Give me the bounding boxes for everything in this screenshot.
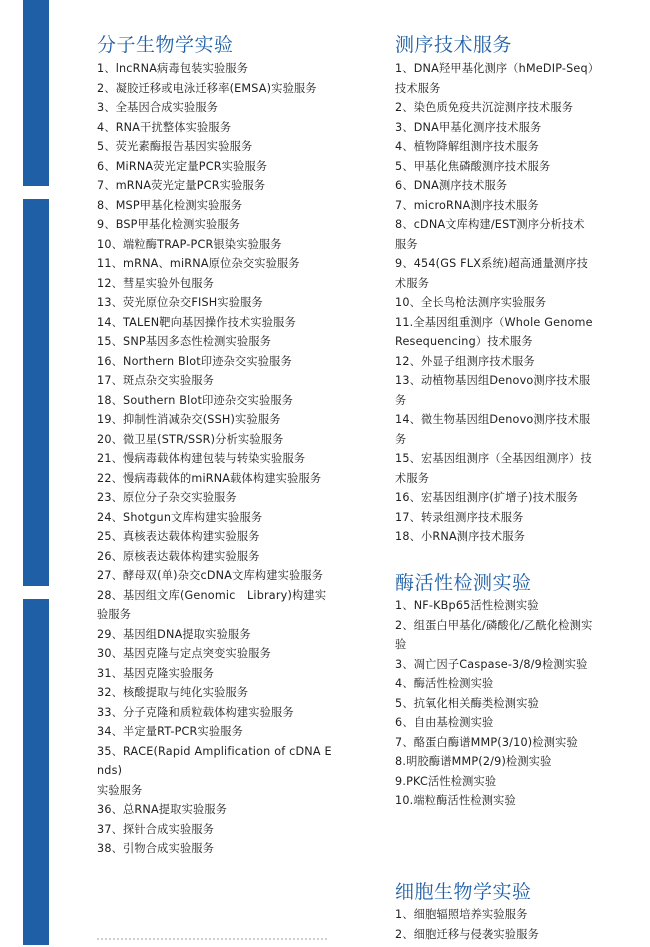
list-item[interactable]: 3、凋亡因子Caspase-3/8/9检测实验 [395, 657, 588, 671]
list-item[interactable]: 28、基因组文库(Genomic Library)构建实验服务 [97, 588, 327, 621]
list-item[interactable]: 34、半定量RT-PCR实验服务 [97, 725, 244, 738]
list-item[interactable]: 9、BSP甲基化检测实验服务 [97, 218, 241, 231]
list-item[interactable]: 2、凝胶迁移或电泳迁移率(EMSA)实验服务 [97, 81, 317, 95]
list-item[interactable]: 5、甲基化焦磷酸测序技术服务 [395, 159, 551, 173]
list-item[interactable]: 8.明胶酶谱MMP(2/9)检测实验 [395, 755, 552, 768]
list-item[interactable]: 6、自由基检测实验 [395, 716, 494, 729]
list-item[interactable]: 实验服务 [97, 783, 143, 797]
list-item[interactable]: 13、荧光原位杂交FISH实验服务 [97, 296, 263, 309]
list-item[interactable]: 22、慢病毒载体的miRNA载体构建实验服务 [97, 471, 322, 485]
list-item[interactable]: 11.全基因组重测序（Whole Genome Resequencing）技术服务 [395, 315, 593, 348]
list-item[interactable]: 1、细胞辐照培养实验服务 [395, 908, 528, 921]
list-item[interactable]: 12、彗星实验外包服务 [97, 276, 215, 290]
list-item[interactable]: 9、454(GS FLX系统)超高通量测序技术服务 [395, 257, 589, 290]
cell-biology-list [395, 905, 539, 944]
list-item[interactable]: 12、外显子组测序技术服务 [395, 354, 535, 368]
list-item[interactable]: 1、NF-KBp65活性检测实验 [395, 599, 539, 612]
list-item[interactable]: 25、真核表达载体构建实验服务 [97, 530, 260, 543]
list-item[interactable]: 17、转录组测序技术服务 [395, 510, 524, 524]
list-item[interactable]: 6、DNA测序技术服务 [395, 179, 508, 192]
list-item[interactable]: 35、RACE(Rapid Amplification of cDNA Ends) [97, 744, 332, 777]
enzyme-activity-list [395, 596, 595, 811]
list-item[interactable]: 29、基因组DNA提取实验服务 [97, 627, 251, 641]
list-item[interactable]: 20、微卫星(STR/SSR)分析实验服务 [97, 432, 284, 446]
list-item[interactable]: 18、Southern Blot印迹杂交实验服务 [97, 393, 294, 407]
list-item[interactable]: 24、Shotgun文库构建实验服务 [97, 510, 263, 524]
list-item[interactable]: 1、lncRNA病毒包装实验服务 [97, 62, 249, 75]
list-item[interactable]: 10、全长鸟枪法测序实验服务 [395, 296, 547, 309]
list-item[interactable]: 7、mRNA荧光定量PCR实验服务 [97, 179, 266, 192]
list-item[interactable]: 7、microRNA测序技术服务 [395, 198, 539, 212]
list-item[interactable]: 14、TALEN靶向基因操作技术实验服务 [97, 315, 296, 329]
list-item[interactable]: 32、核酸提取与纯化实验服务 [97, 686, 249, 699]
list-item[interactable]: 10.端粒酶活性检测实验 [395, 794, 516, 807]
list-item[interactable]: 36、总RNA提取实验服务 [97, 803, 228, 816]
list-item[interactable]: 7、酪蛋白酶谱MMP(3/10)检测实验 [395, 735, 578, 749]
list-item[interactable]: 2、染色质免疫共沉淀测序技术服务 [395, 101, 574, 114]
list-item[interactable]: 15、宏基因组测序（全基因组测序）技术服务 [395, 452, 592, 485]
list-item[interactable]: 2、组蛋白甲基化/磷酸化/乙酰化检测实验 [395, 618, 593, 651]
list-item[interactable]: 8、MSP甲基化检测实验服务 [97, 198, 243, 212]
side-bar-segment-1 [23, 0, 49, 186]
list-item[interactable]: 6、MiRNA荧光定量PCR实验服务 [97, 159, 268, 173]
list-item[interactable]: 16、Northern Blot印迹杂交实验服务 [97, 354, 292, 368]
list-item[interactable]: 3、DNA甲基化测序技术服务 [395, 120, 542, 134]
list-item[interactable]: 37、探针合成实验服务 [97, 822, 215, 836]
list-item[interactable]: 9.PKC活性检测实验 [395, 774, 497, 788]
list-item[interactable]: 26、原核表达载体构建实验服务 [97, 549, 260, 563]
list-item[interactable]: 19、抑制性消减杂交(SSH)实验服务 [97, 413, 281, 426]
list-item[interactable]: 3、全基因合成实验服务 [97, 101, 219, 114]
list-item[interactable]: 4、植物降解组测序技术服务 [395, 140, 539, 153]
list-item[interactable]: 21、慢病毒载体构建包装与转染实验服务 [97, 452, 306, 465]
list-item[interactable]: 13、动植物基因组Denovo测序技术服务 [395, 374, 591, 407]
list-item[interactable]: 10、端粒酶TRAP-PCR银染实验服务 [97, 237, 282, 251]
list-item[interactable]: 30、基因克隆与定点突变实验服务 [97, 647, 272, 660]
list-item[interactable]: 8、cDNA文库构建/EST测序分析技术服务 [395, 218, 585, 251]
section-title-cell-biology: 细胞生物学实验 [395, 881, 532, 903]
section-title-sequencing: 测序技术服务 [395, 34, 513, 56]
list-item[interactable]: 4、酶活性检测实验 [395, 677, 494, 690]
list-item[interactable]: 11、mRNA、miRNA原位杂交实验服务 [97, 257, 300, 270]
section-title-enzyme-activity: 酶活性检测实验 [395, 572, 532, 594]
side-bar-segment-2 [23, 199, 49, 586]
list-item[interactable]: 5、荧光素酶报告基因实验服务 [97, 140, 253, 153]
list-item[interactable]: 31、基因克隆实验服务 [97, 666, 215, 680]
divider [97, 938, 327, 947]
molecular-biology-list [97, 59, 335, 859]
list-item[interactable]: 17、斑点杂交实验服务 [97, 374, 215, 387]
list-item[interactable]: 27、酵母双(单)杂交cDNA文库构建实验服务 [97, 569, 324, 582]
side-bar-segment-3 [23, 599, 49, 945]
list-item[interactable]: 14、微生物基因组Denovo测序技术服务 [395, 413, 591, 446]
list-item[interactable]: 15、SNP基因多态性检测实验服务 [97, 335, 272, 348]
list-item[interactable]: 5、抗氧化相关酶类检测实验 [395, 696, 539, 710]
section-title-molecular-biology: 分子生物学实验 [97, 34, 234, 56]
sequencing-list [395, 59, 595, 547]
list-item[interactable]: 1、DNA羟甲基化测序（hMeDIP-Seq）技术服务 [395, 62, 594, 95]
list-item[interactable]: 18、小RNA测序技术服务 [395, 530, 526, 543]
list-item[interactable]: 33、分子克隆和质粒载体构建实验服务 [97, 705, 294, 719]
list-item[interactable]: 4、RNA干扰整体实验服务 [97, 120, 232, 134]
list-item[interactable]: 2、细胞迁移与侵袭实验服务 [395, 927, 539, 941]
list-item[interactable]: 38、引物合成实验服务 [97, 842, 215, 855]
list-item[interactable]: 23、原位分子杂交实验服务 [97, 491, 237, 504]
list-item[interactable]: 16、宏基因组测序(扩增子)技术服务 [395, 491, 579, 504]
